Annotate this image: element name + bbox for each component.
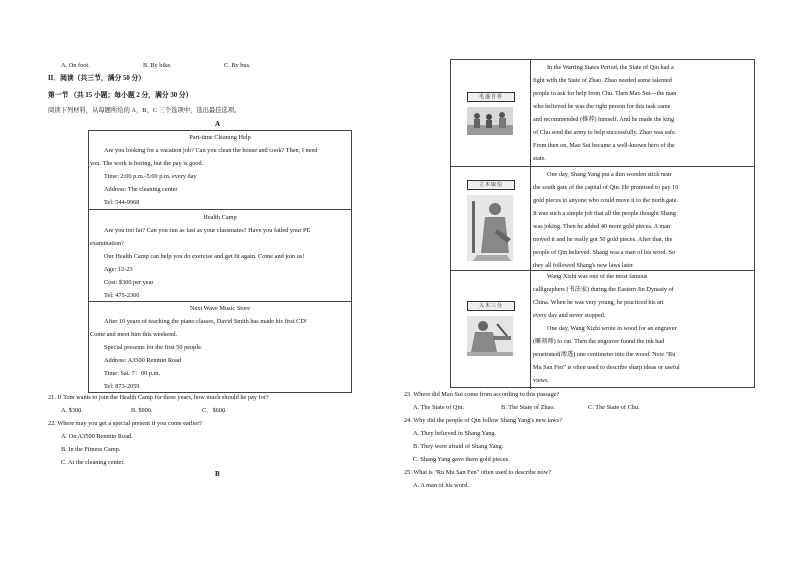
story-line: every day and never stopped.: [533, 312, 606, 319]
ad-line: Age: 12-23: [104, 266, 133, 273]
story-label: 入木三分: [467, 301, 515, 311]
story-line: It was such a simple job that all the people thought Shang: [533, 210, 676, 217]
story-line: and recommended (推荐) himself. And he made the king: [533, 116, 675, 123]
story-line: was joking. Then he added 40 more gold pieces. A man: [533, 223, 671, 230]
story-line: of Chu send the army to help successfully. Zhao was safe.: [533, 129, 677, 136]
q24-option-b: B. They were afraid of Shang Yang.: [413, 443, 504, 450]
mao-sui-illustration: [467, 107, 513, 135]
q21-option-c: C．$600.: [202, 407, 227, 414]
q25-option-a: A. A man of his word.: [413, 482, 469, 489]
ad-music-store: [89, 301, 351, 395]
option-b: B. By bike.: [143, 62, 172, 69]
q24-option-c: C. Shang Yang gave them gold pieces.: [413, 456, 510, 463]
ad-line: Address: The cleaning center: [104, 186, 178, 193]
q24-stem: 24. Why did the people of Qin follow Shang Yang's new laws?: [404, 417, 562, 424]
story-line: penetrated(渗透) one centimeter into the wood. Now "Ru: [533, 351, 676, 358]
q24-option-a: A. They believed in Shang Yang.: [413, 430, 497, 437]
q23-option-c: C. The State of Chu.: [588, 404, 640, 411]
q21-option-a: A. $300.: [61, 407, 83, 414]
story-line: calligraphers (书法家) during the Eastern Jin Dynasty of: [533, 286, 674, 293]
q22-option-a: A. On A3500 Renmin Road.: [61, 433, 133, 440]
ad-line: Come and meet him this weekend.: [90, 331, 178, 338]
ad-line: Tel: 873-2059: [104, 383, 140, 390]
story-row: [451, 166, 754, 270]
ad-title: Next Wave Music Store: [189, 305, 251, 312]
ad-line: Address: A3500 Renmin Road: [104, 357, 182, 364]
ad-line: examination?: [90, 240, 124, 247]
story-line: who believed he was the right person for this task came: [533, 103, 671, 110]
passage-b-label: B: [215, 470, 220, 478]
story-line: China. When he was very young, he practiced his art: [533, 299, 664, 306]
ad-title: Health Camp: [203, 214, 237, 221]
story-line: the south gate of the capital of Qin. He promised to pay 10: [533, 184, 679, 191]
option-a: A. On foot.: [61, 62, 90, 69]
passage-a-label: A: [215, 120, 221, 128]
story-line: people to ask for help from Chu. Then Mao Sui—the man: [533, 90, 677, 97]
q23-option-a: A. The State of Qin.: [413, 404, 464, 411]
q22-option-b: B. In the Fitness Camp.: [61, 446, 121, 453]
story-line: views.: [533, 377, 549, 384]
story-line: One day, Shang Yang put a thin wooden stick near: [547, 171, 672, 178]
ad-line: Are you looking for a vacation job? Can you clean the house and cook? Then, I need: [104, 147, 318, 154]
ad-title: Part-time Cleaning Help: [189, 134, 251, 141]
ad-line: Tel: 475-2300: [104, 292, 140, 299]
ad-cleaning: [89, 131, 351, 209]
story-line: they all followed Shang's new laws later.: [533, 262, 634, 269]
story-label: 毛遂自荐: [467, 92, 515, 102]
shang-yang-illustration: [467, 195, 513, 261]
q25-stem: 25. What is "Ru Mu San Fen" often used to describe now?: [404, 469, 552, 476]
story-illustration-cell: [451, 271, 531, 389]
q23-stem: 23. Where did Mao Sui come from according to this passage?: [404, 391, 560, 398]
story-line: One day, Wang Xizhi wrote in wood for an engraver: [547, 325, 677, 332]
q22-stem: 22. Where may you get a special present if you come earlier?: [48, 420, 203, 427]
ad-line: After 10 years of teaching the piano classes, David Smith has made his first CD!: [104, 318, 308, 325]
ad-line: Time: 2:00 p.m.-5:00 p.m. every day: [104, 173, 197, 180]
story-row: [451, 270, 754, 389]
option-c: C. By bus.: [224, 62, 251, 69]
wang-xizhi-illustration: [467, 316, 513, 356]
part-title: II．阅读（共三节，满分 50 分）: [48, 75, 146, 82]
story-line: people of Qin believed. Shang was a man of his word. So: [533, 249, 676, 256]
story-line: From then on, Mao Sui became a well-known hero of the: [533, 142, 675, 149]
story-line: fight with the State of Zhao. Zhao needed some talented: [533, 77, 672, 84]
story-line: (雕刻师) to cut. Then the engraver found the ink had: [533, 338, 665, 345]
ad-line: Tel: 544-9968: [104, 199, 140, 206]
story-illustration-cell: [451, 167, 531, 270]
section-title: 第一节 （共 15 小题；每小题 2 分，满分 30 分）: [48, 92, 193, 99]
stories-table: [450, 59, 755, 388]
story-line: moved it and he really got 50 gold pieces. After that, the: [533, 236, 673, 243]
ad-line: you. The work is boring, but the pay is good.: [90, 160, 204, 167]
ad-line: Are you too fat? Can you run as fast as your classmates? Have you failed your PE: [104, 227, 311, 234]
instructions: 阅读下列材料，从每题所给的 A、B、C 三个选项中，选出最佳选项。: [48, 107, 241, 114]
ad-line: Time: Sat. 7：00 p.m.: [104, 370, 161, 377]
q22-option-c: C. At the cleaning center.: [61, 459, 125, 466]
story-line: state.: [533, 155, 546, 162]
q21-option-b: B. $900.: [131, 407, 153, 414]
ad-line: Cost: $300 per year: [104, 279, 154, 286]
ads-box: [88, 130, 352, 393]
story-line: Mu San Fen" is often used to describe sharp ideas or useful: [533, 364, 680, 371]
q21-stem: 21. If Tom wants to join the Health Camp for three years, how much should he pay for?: [48, 394, 269, 401]
q23-option-b: B. The State of Zhao.: [501, 404, 556, 411]
ad-line: Special presents for the first 50 people.: [104, 344, 203, 351]
story-line: gold pieces to anyone who could move it to the north gate.: [533, 197, 679, 204]
ad-line: Our Health Camp can help you do exercise and get fit again. Come and join us!: [104, 253, 305, 260]
story-line: In the Warring States Period, the State of Qin had a: [547, 64, 674, 71]
ad-health-camp: [89, 209, 351, 302]
story-line: Wang Xizhi was one of the most famous: [547, 273, 648, 280]
story-illustration-cell: [451, 60, 531, 166]
story-label: 立木取信: [467, 180, 515, 190]
story-row: [451, 60, 754, 166]
